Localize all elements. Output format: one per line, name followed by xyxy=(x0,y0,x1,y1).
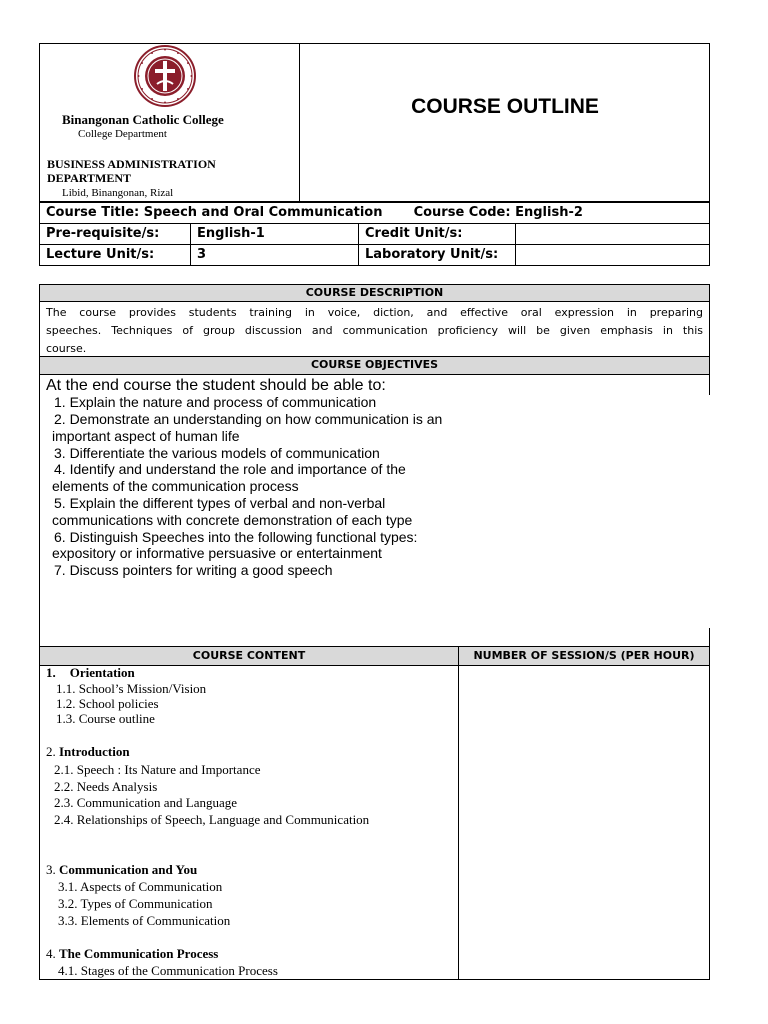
objective-line-3: important aspect of human life xyxy=(52,428,240,444)
list-item: 3.1. Aspects of Communication xyxy=(58,879,223,894)
description-line-1: The course provides students training in voice, diction, and effective oral expression in preparing xyxy=(46,306,703,319)
list-item: 1.3. Course outline xyxy=(56,711,155,726)
list-item: 3.3. Elements of Communication xyxy=(58,913,231,928)
course-content-heading: COURSE CONTENT xyxy=(39,646,459,666)
list-item: 2.1. Speech : Its Nature and Importance xyxy=(54,762,261,777)
lecture-value-cell: 3 xyxy=(190,244,359,266)
objectives-intro: At the end course the student should be able to: xyxy=(46,377,386,394)
objective-line-11: 7. Discuss pointers for writing a good speech xyxy=(54,562,333,578)
section-2-title: Introduction xyxy=(59,744,130,759)
objective-line-1: 1. Explain the nature and process of communication xyxy=(54,394,377,410)
course-title-value: Speech and Oral Communication xyxy=(143,205,383,220)
college-logo xyxy=(133,44,197,108)
course-title-row xyxy=(39,202,710,224)
prereq-label-cell: Pre-requisite/s: xyxy=(39,223,191,245)
section-3-title: Communication and You xyxy=(59,862,198,877)
objective-line-4: 3. Differentiate the various models of communication xyxy=(54,445,380,461)
course-description-heading: COURSE DESCRIPTION xyxy=(39,284,710,302)
document-title: COURSE OUTLINE xyxy=(411,95,599,118)
objective-line-9: 6. Distinguish Speeches into the following functional types: xyxy=(54,529,418,545)
credit-value-cell xyxy=(515,223,710,245)
list-item: 3.2. Types of Communication xyxy=(58,896,213,911)
section-introduction-title xyxy=(46,744,130,760)
college-name: Binangonan Catholic College xyxy=(62,112,224,127)
objective-line-7: 5. Explain the different types of verbal and non-verbal xyxy=(54,495,386,511)
objectives-left-border xyxy=(39,375,40,647)
section-communication-title xyxy=(46,862,197,878)
objectives-right-border-bottom xyxy=(709,628,710,647)
credit-label-cell: Credit Unit/s: xyxy=(358,223,516,245)
list-item: 1.2. School policies xyxy=(56,696,159,711)
course-description-box xyxy=(39,301,710,357)
course-title-label: Course Title: xyxy=(46,205,140,220)
course-code-label: Course Code: xyxy=(413,205,511,220)
department-name: BUSINESS ADMINISTRATION DEPARTMENT xyxy=(47,157,216,185)
list-item: 4.1. Stages of the Communication Process xyxy=(58,963,278,978)
course-code-value: English-2 xyxy=(515,205,583,220)
section-1-title: Orientation xyxy=(69,665,135,680)
list-item: 2.2. Needs Analysis xyxy=(54,779,158,794)
list-item: 2.3. Communication and Language xyxy=(54,795,238,810)
section-1-number: 1. xyxy=(46,665,56,680)
description-line-3: course. xyxy=(46,342,87,355)
section-2-number: 2. xyxy=(46,744,56,759)
section-orientation-title xyxy=(46,665,135,681)
objective-line-8: communications with concrete demonstration of each type xyxy=(52,512,413,528)
section-4-number: 4. xyxy=(46,946,56,961)
sessions-column xyxy=(458,665,710,980)
course-objectives-heading: COURSE OBJECTIVES xyxy=(39,356,710,375)
section-3-number: 3. xyxy=(46,862,56,877)
list-item: 2.4. Relationships of Speech, Language and Communication xyxy=(54,812,370,827)
lecture-label-cell: Lecture Unit/s: xyxy=(39,244,191,266)
lab-value-cell xyxy=(515,244,710,266)
prereq-value-cell: English-1 xyxy=(190,223,359,245)
list-item: 1.1. School’s Mission/Vision xyxy=(56,681,207,696)
objective-line-5: 4. Identify and understand the role and importance of the xyxy=(54,461,406,477)
objective-line-10: expository or informative persuasive or entertainment xyxy=(52,545,382,561)
college-department: College Department xyxy=(78,128,167,140)
objectives-right-border-top xyxy=(709,375,710,395)
section-process-title xyxy=(46,946,218,962)
section-4-title: The Communication Process xyxy=(59,946,219,961)
objective-line-6: elements of the communication process xyxy=(52,478,299,494)
header-divider xyxy=(299,43,300,202)
college-address: Libid, Binangonan, Rizal xyxy=(62,187,174,199)
sessions-heading: NUMBER OF SESSION/S (PER HOUR) xyxy=(458,646,710,666)
objective-line-2: 2. Demonstrate an understanding on how communication is an xyxy=(54,411,443,427)
description-line-2: speeches. Techniques of group discussion and communication proficiency will be given emphasis in this xyxy=(46,324,703,337)
lab-label-cell: Laboratory Unit/s: xyxy=(358,244,516,266)
